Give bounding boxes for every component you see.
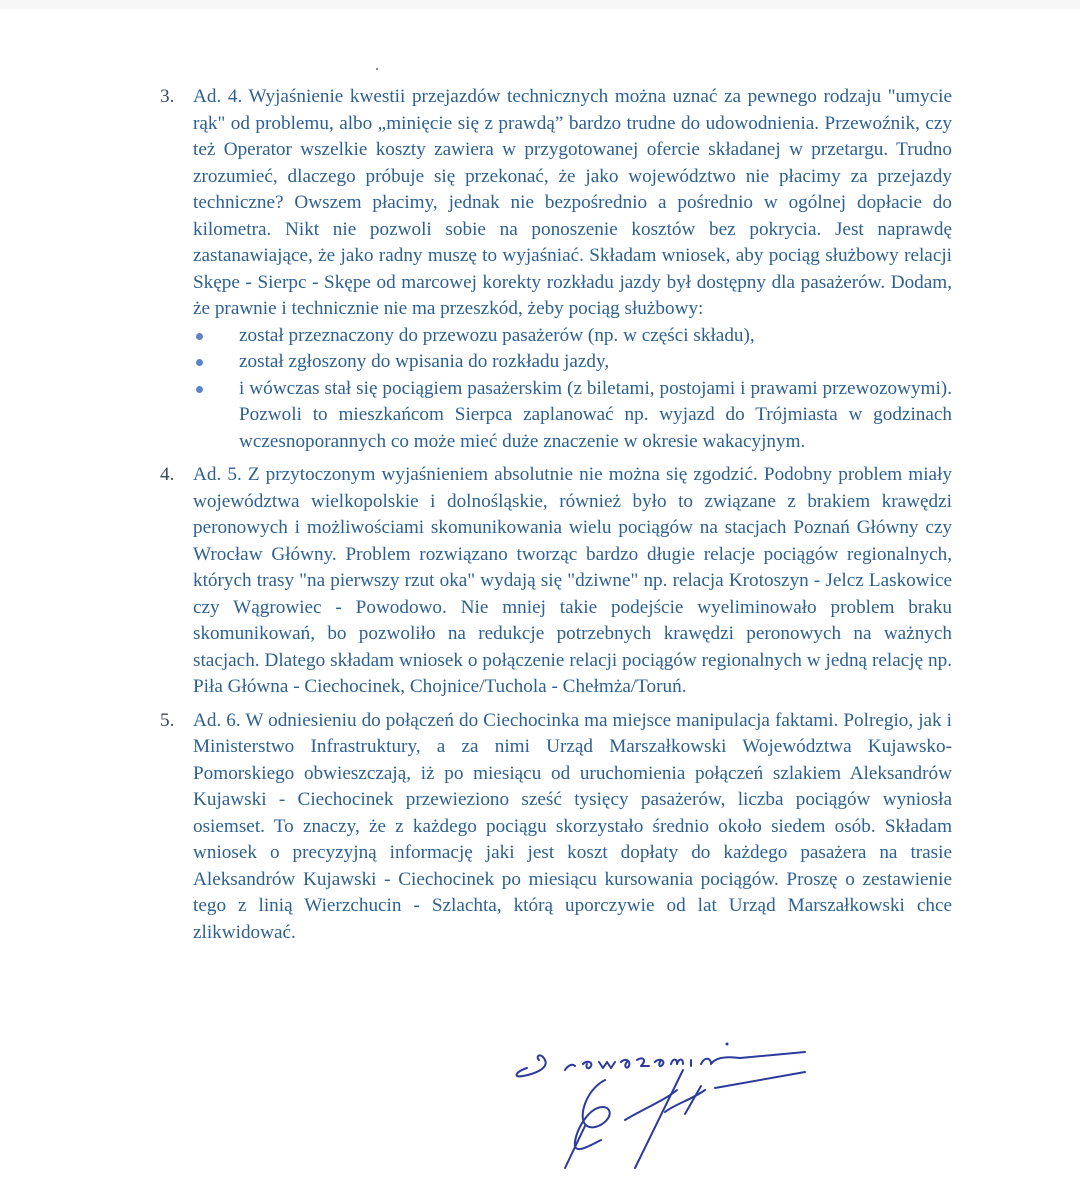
bullet-text: i wówczas stał się pociągiem pasażerskim (z biletami, postojami i prawami przewozowymi). Pozwoli to mieszkańcom Sierpca zaplanować np. wyjazd do Trójmiasta w godzinach wczesnoporannych co może mieć duże znaczenie w okresie wakacyjnym. (239, 377, 952, 452)
bullet-text: został przeznaczony do przewozu pasażerów (np. w części składu), (239, 324, 755, 346)
bullet-dot-icon (196, 333, 203, 340)
bullet-list (193, 323, 952, 456)
top-edge (0, 0, 1080, 9)
item-number: 3. (160, 86, 175, 107)
letter-body (160, 84, 952, 953)
item-paragraph: Ad. 6. W odniesieniu do połączeń do Ciechocinka ma miejsce manipulacja faktami. Polregio, jak i Ministerstwo Infrastruktury, a za nimi Urząd Marszałkowski Województwa Kujawsko-Pomorskiego obwieszczają, iż po miesiącu od uruchomienia połączeń szlakiem Aleksandrów Kujawski - Ciechocinek przewieziono sześć tysięcy pasażerów, liczba pociągów wyniosła osiemset. To znaczy, że z każdego pociągu skorzystało średnio około siedem osób. Składam wniosek o precyzyjną informację jaki jest koszt dopłaty do każdego pasażera na trasie Aleksandrów Kujawski - Ciechocinek po miesiącu kursowania pociągów. Proszę o zestawienie tego z linią Wierzchucin - Szlachta, którą uporczywie od lat Urząd Marszałkowski chce zlikwidować. (193, 709, 952, 943)
scan-speck (376, 68, 378, 70)
signature-dot (726, 1043, 729, 1046)
signature-greeting-z (517, 1055, 546, 1076)
signature-initial-2 (625, 1070, 805, 1168)
numbered-item-3 (160, 84, 952, 455)
numbered-item-4 (160, 462, 952, 701)
item-number: 5. (160, 709, 175, 731)
signature-greeting-word (565, 1052, 805, 1070)
item-paragraph: Ad. 4. Wyjaśnienie kwestii przejazdów technicznych można uznać za pewnego rodzaju "umycie rąk" od problemu, albo „minięcie się z prawdą” bardzo trudne do udowodnienia. Przewoźnik, czy też Operator wszelkie koszty zawiera w przygotowanej ofercie składanej w przetargu. Trudno zrozumieć, dlaczego próbuje się przekonać, że jako województwo nie płacimy za przejazdy techniczne? Owszem płacimy, jednak nie bezpośrednio a pośrednio w ogólnej dopłacie do kilometra. Nikt nie pozwoli sobie na ponoszenie kosztów bez pokrycia. Jest naprawdę zastanawiające, że jako radny muszę to wyjaśniać. Składam wniosek, aby pociąg służbowy relacji Skępe - Sierpc - Skępe od marcowej korekty rozkładu jazdy był dostępny dla pasażerów. Dodam, że prawnie i technicznie nie ma przeszkód, żeby pociąg służbowy: (193, 86, 952, 319)
bullet-dot-icon (196, 386, 203, 393)
bullet-dot-icon (196, 359, 203, 366)
signature-initial-1 (565, 1080, 610, 1168)
bullet-item (193, 323, 952, 350)
numbered-item-5 (160, 708, 952, 947)
bullet-item (193, 376, 952, 456)
item-paragraph: Ad. 5. Z przytoczonym wyjaśnieniem absolutnie nie można się zgodzić. Podobny problem miały województwa wielkopolskie i dolnośląskie, również było to związane z brakiem krawędzi peronowych i możliwościami skomunikowania wielu pociągów na stacjach Poznań Główny czy Wrocław Główny. Problem rozwiązano tworząc bardzo długie relacje pociągów regionalnych, których trasy "na pierwszy rzut oka" wydają się "dziwne" np. relacja Krotoszyn - Jelcz Laskowice czy Wągrowiec - Powodowo. Nie mniej takie podejście wyeliminowało problem braku skomunikowań, bo pozwoliło na redukcje potrzebnych krawędzi peronowych na ważnych stacjach. Dlatego składam wniosek o połączenie relacji pociągów regionalnych w jedną relację np. Piła Główna - Ciechocinek, Chojnice/Tuchola - Chełmża/Toruń. (193, 464, 952, 697)
bullet-text: został zgłoszony do wpisania do rozkładu jazdy, (239, 351, 610, 372)
handwritten-signature (505, 1030, 815, 1180)
bullet-item (193, 349, 952, 376)
item-number: 4. (160, 464, 175, 485)
